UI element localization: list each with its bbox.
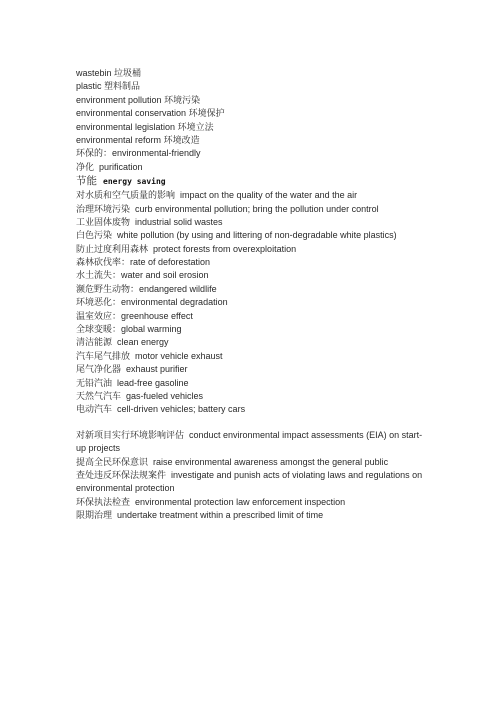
chinese-term: 对新项目实行环境影响评估 — [76, 430, 185, 441]
chinese-term: 防止过度利用森林 — [76, 244, 149, 255]
chinese-term: 限期治理 — [76, 511, 113, 522]
english-term: wastebin — [76, 68, 112, 78]
english-term: raise environmental awareness amongst the general public — [153, 456, 389, 467]
vocabulary-list — [76, 67, 426, 523]
vocab-line — [76, 134, 426, 147]
vocab-line — [76, 390, 426, 403]
english-term: motor vehicle exhaust — [135, 350, 223, 361]
english-term: rate of deforestation — [130, 257, 211, 268]
english-term: impact on the quality of the water and the air — [180, 190, 358, 201]
chinese-term: 塑料制品 — [104, 82, 141, 93]
chinese-term: 垃圾桶 — [114, 69, 142, 79]
english-term: environment pollution — [76, 94, 162, 105]
vocab-line — [76, 269, 426, 282]
english-term: environmental legislation — [76, 121, 176, 132]
chinese-term: 尾气净化器 — [76, 365, 122, 376]
vocab-line — [76, 80, 426, 93]
vocab-line — [76, 216, 426, 229]
english-term: environmental degradation — [121, 297, 228, 308]
vocab-line — [76, 350, 426, 363]
vocab-line — [76, 469, 426, 496]
chinese-term: 环境改造 — [163, 135, 200, 146]
vocab-line — [76, 456, 426, 469]
english-term: gas-fueled vehicles — [126, 390, 204, 401]
english-term: purification — [99, 161, 143, 172]
english-term: cell-driven vehicles; battery cars — [117, 404, 246, 415]
vocab-line — [76, 147, 426, 160]
chinese-term: 无铅汽油 — [76, 378, 113, 389]
vocab-line — [76, 107, 426, 120]
chinese-term: 全球变暖： — [76, 325, 122, 336]
vocab-line — [76, 363, 426, 376]
english-term: curb environmental pollution; bring the pollution under control — [135, 203, 379, 214]
english-term: exhaust purifier — [126, 364, 188, 375]
chinese-term: 电动汽车 — [76, 405, 113, 416]
english-term: lead-free gasoline — [117, 377, 189, 388]
english-term: environmental reform — [76, 134, 162, 145]
chinese-term: 环保执法检查 — [76, 497, 131, 508]
chinese-term: 环境立法 — [177, 122, 214, 133]
heading-chinese: 节能 — [76, 175, 97, 188]
vocab-line — [76, 94, 426, 107]
chinese-term: 提高全民环保意识 — [76, 457, 149, 468]
vocab-line — [76, 296, 426, 309]
vocab-line — [76, 310, 426, 323]
vocab-line — [76, 161, 426, 174]
english-term: water and soil erosion — [121, 270, 209, 281]
chinese-term: 水土流失： — [76, 271, 122, 282]
english-term: industrial solid wastes — [135, 216, 223, 227]
chinese-term: 治理环境污染 — [76, 204, 131, 215]
vocab-line — [76, 67, 426, 80]
vocab-line — [76, 509, 426, 522]
chinese-term: 汽车尾气排放 — [76, 351, 131, 362]
chinese-term: 净化 — [76, 162, 95, 173]
english-term: greenhouse effect — [121, 310, 193, 321]
vocab-line — [76, 496, 426, 509]
vocab-line — [76, 336, 426, 349]
heading-english: energy saving — [103, 177, 166, 187]
chinese-term: 天然气汽车 — [76, 391, 122, 402]
vocab-line — [76, 243, 426, 256]
chinese-term: 濒危野生动物： — [76, 284, 140, 295]
english-term: undertake treatment within a prescribed limit of time — [117, 510, 324, 521]
vocab-line — [76, 283, 426, 296]
chinese-term: 清洁能源 — [76, 338, 113, 349]
vocab-line — [76, 121, 426, 134]
vocab-line — [76, 229, 426, 242]
section-heading — [76, 174, 426, 189]
vocab-line — [76, 189, 426, 202]
english-term: white pollution (by using and littering of non-degradable white plastics) — [117, 230, 397, 241]
chinese-term: 森林砍伐率： — [76, 258, 131, 269]
vocab-line — [76, 377, 426, 390]
chinese-term: 查处违反环保法规案件 — [76, 470, 167, 481]
english-term: conduct environmental impact assessments (EIA) on start-up projects — [76, 429, 423, 454]
chinese-term: 环境恶化： — [76, 298, 122, 309]
spacer — [76, 417, 426, 429]
chinese-term: 工业固体废物 — [76, 217, 131, 228]
chinese-term: 环境污染 — [164, 95, 201, 106]
vocab-line — [76, 203, 426, 216]
english-term: environmental conservation — [76, 108, 187, 119]
chinese-term: 环境保护 — [188, 109, 225, 120]
english-term: environmental protection law enforcement inspection — [135, 496, 346, 507]
english-term: global warming — [121, 324, 182, 335]
vocab-line — [76, 403, 426, 416]
english-term: plastic — [76, 81, 102, 92]
english-term: clean energy — [117, 337, 169, 348]
vocab-line — [76, 256, 426, 269]
chinese-term: 温室效应： — [76, 311, 122, 322]
english-term: environmental-friendly — [112, 148, 201, 159]
english-term: investigate and punish acts of violating laws and regulations on environmental protection — [76, 469, 423, 494]
english-term: protect forests from overexploitation — [153, 243, 297, 254]
english-term: endangered wildlife — [139, 283, 217, 294]
chinese-term: 对水质和空气质量的影响 — [76, 191, 176, 202]
vocab-line — [76, 323, 426, 336]
chinese-term: 环保的： — [76, 149, 113, 160]
chinese-term: 白色污染 — [76, 231, 113, 242]
vocab-line — [76, 429, 426, 456]
